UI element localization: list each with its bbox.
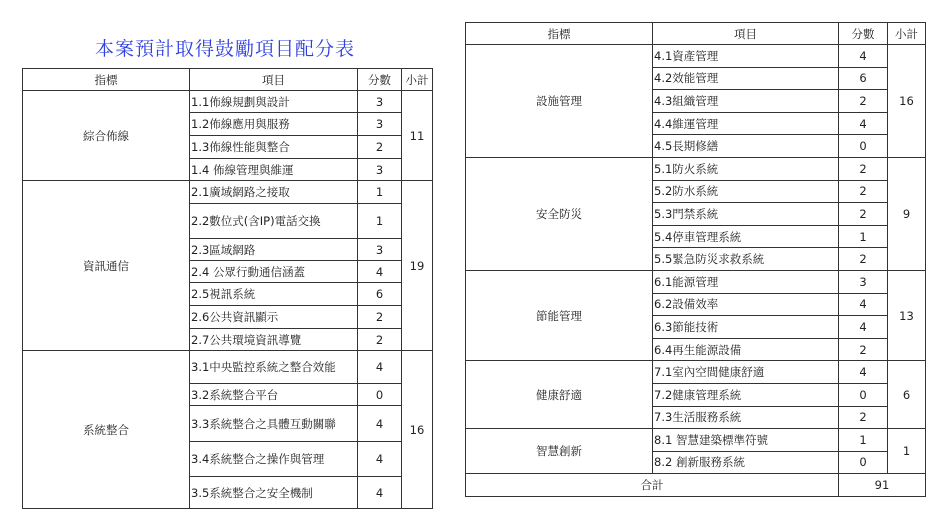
score-cell: 1 bbox=[358, 204, 402, 239]
score-cell: 2 bbox=[839, 338, 888, 361]
header-indicator: 指標 bbox=[23, 69, 190, 91]
table-row bbox=[466, 45, 926, 68]
score-cell: 0 bbox=[358, 384, 402, 406]
item-cell: 5.2防水系統 bbox=[653, 180, 839, 203]
score-cell: 3 bbox=[839, 270, 888, 293]
subtotal-cell: 11 bbox=[402, 91, 433, 181]
item-cell: 1.3佈線性能與整合 bbox=[190, 136, 358, 159]
item-cell: 3.2系統整合平台 bbox=[190, 384, 358, 406]
score-cell: 1 bbox=[358, 181, 402, 204]
subtotal-cell: 16 bbox=[402, 351, 433, 509]
indicator-cell: 安全防災 bbox=[466, 157, 653, 270]
score-cell: 4 bbox=[839, 316, 888, 339]
indicator-cell: 綜合佈線 bbox=[23, 91, 190, 181]
score-cell: 2 bbox=[839, 90, 888, 113]
score-cell: 2 bbox=[358, 306, 402, 329]
score-cell: 4 bbox=[839, 293, 888, 316]
item-cell: 7.2健康管理系統 bbox=[653, 383, 839, 406]
score-cell: 4 bbox=[358, 442, 402, 477]
score-cell: 2 bbox=[839, 248, 888, 271]
score-cell: 3 bbox=[358, 239, 402, 261]
incentive-score-table-left bbox=[22, 68, 433, 509]
item-cell: 6.4再生能源設備 bbox=[653, 338, 839, 361]
item-cell: 8.2 創新服務系統 bbox=[653, 451, 839, 474]
item-cell: 4.3組織管理 bbox=[653, 90, 839, 113]
total-value: 91 bbox=[839, 474, 926, 497]
header-item: 項目 bbox=[190, 69, 358, 91]
subtotal-cell: 16 bbox=[888, 45, 926, 158]
score-cell: 0 bbox=[839, 135, 888, 158]
subtotal-cell: 19 bbox=[402, 181, 433, 351]
item-cell: 2.4 公眾行動通信涵蓋 bbox=[190, 261, 358, 283]
indicator-cell: 系統整合 bbox=[23, 351, 190, 509]
score-cell: 4 bbox=[358, 351, 402, 384]
item-cell: 6.1能源管理 bbox=[653, 270, 839, 293]
score-cell: 2 bbox=[839, 157, 888, 180]
table-row bbox=[466, 270, 926, 293]
score-cell: 6 bbox=[358, 283, 402, 306]
item-cell: 2.3區域網路 bbox=[190, 239, 358, 261]
item-cell: 1.1佈線規劃與設計 bbox=[190, 91, 358, 113]
item-cell: 3.5系統整合之安全機制 bbox=[190, 477, 358, 509]
score-cell: 0 bbox=[839, 383, 888, 406]
item-cell: 2.6公共資訊顯示 bbox=[190, 306, 358, 329]
item-cell: 7.1室內空間健康舒適 bbox=[653, 361, 839, 384]
header-item: 項目 bbox=[653, 23, 839, 45]
score-cell: 2 bbox=[839, 203, 888, 226]
score-cell: 6 bbox=[839, 67, 888, 90]
indicator-cell: 設施管理 bbox=[466, 45, 653, 158]
item-cell: 7.3生活服務系統 bbox=[653, 406, 839, 429]
item-cell: 3.4系統整合之操作與管理 bbox=[190, 442, 358, 477]
score-cell: 2 bbox=[839, 180, 888, 203]
item-cell: 4.2效能管理 bbox=[653, 67, 839, 90]
header-subtotal: 小計 bbox=[402, 69, 433, 91]
header-score: 分數 bbox=[839, 23, 888, 45]
item-cell: 1.4 佈線管理與維運 bbox=[190, 159, 358, 181]
score-cell: 2 bbox=[839, 406, 888, 429]
score-cell: 4 bbox=[839, 361, 888, 384]
subtotal-cell: 9 bbox=[888, 157, 926, 270]
table-header-row bbox=[466, 23, 926, 45]
table-row bbox=[466, 361, 926, 384]
item-cell: 3.3系統整合之具體互動關聯 bbox=[190, 406, 358, 442]
indicator-cell: 節能管理 bbox=[466, 270, 653, 360]
score-cell: 4 bbox=[839, 45, 888, 68]
item-cell: 4.1資產管理 bbox=[653, 45, 839, 68]
table-row bbox=[23, 351, 433, 384]
item-cell: 5.1防火系統 bbox=[653, 157, 839, 180]
score-cell: 4 bbox=[358, 406, 402, 442]
table-row bbox=[466, 157, 926, 180]
score-cell: 2 bbox=[358, 329, 402, 351]
item-cell: 4.4維運管理 bbox=[653, 112, 839, 135]
incentive-score-table-right bbox=[465, 22, 926, 497]
item-cell: 2.7公共環境資訊導覽 bbox=[190, 329, 358, 351]
table-row bbox=[23, 91, 433, 113]
page-title: 本案預計取得鼓勵項目配分表 bbox=[94, 38, 355, 60]
item-cell: 5.4停車管理系統 bbox=[653, 225, 839, 248]
score-cell: 4 bbox=[358, 477, 402, 509]
item-cell: 5.5緊急防災求救系統 bbox=[653, 248, 839, 271]
subtotal-cell: 1 bbox=[888, 429, 926, 474]
table-row bbox=[466, 429, 926, 452]
subtotal-cell: 13 bbox=[888, 270, 926, 360]
item-cell: 2.5視訊系統 bbox=[190, 283, 358, 306]
item-cell: 8.1 智慧建築標準符號 bbox=[653, 429, 839, 452]
table-row bbox=[23, 181, 433, 204]
header-indicator: 指標 bbox=[466, 23, 653, 45]
score-cell: 1 bbox=[839, 225, 888, 248]
total-label: 合計 bbox=[466, 474, 839, 497]
score-cell: 2 bbox=[358, 136, 402, 159]
score-cell: 1 bbox=[839, 429, 888, 452]
item-cell: 6.2設備效率 bbox=[653, 293, 839, 316]
score-cell: 4 bbox=[839, 112, 888, 135]
item-cell: 1.2佈線應用與服務 bbox=[190, 113, 358, 136]
score-cell: 4 bbox=[358, 261, 402, 283]
item-cell: 5.3門禁系統 bbox=[653, 203, 839, 226]
table-header-row bbox=[23, 69, 433, 91]
indicator-cell: 健康舒適 bbox=[466, 361, 653, 429]
item-cell: 2.2數位式(含IP)電話交換 bbox=[190, 204, 358, 239]
header-subtotal: 小計 bbox=[888, 23, 926, 45]
header-score: 分數 bbox=[358, 69, 402, 91]
item-cell: 6.3節能技術 bbox=[653, 316, 839, 339]
score-cell: 3 bbox=[358, 159, 402, 181]
item-cell: 3.1中央監控系統之整合效能 bbox=[190, 351, 358, 384]
score-cell: 0 bbox=[839, 451, 888, 474]
indicator-cell: 資訊通信 bbox=[23, 181, 190, 351]
total-row bbox=[466, 474, 926, 497]
score-cell: 3 bbox=[358, 91, 402, 113]
subtotal-cell: 6 bbox=[888, 361, 926, 429]
item-cell: 2.1廣域網路之接取 bbox=[190, 181, 358, 204]
item-cell: 4.5長期修繕 bbox=[653, 135, 839, 158]
score-cell: 3 bbox=[358, 113, 402, 136]
indicator-cell: 智慧創新 bbox=[466, 429, 653, 474]
